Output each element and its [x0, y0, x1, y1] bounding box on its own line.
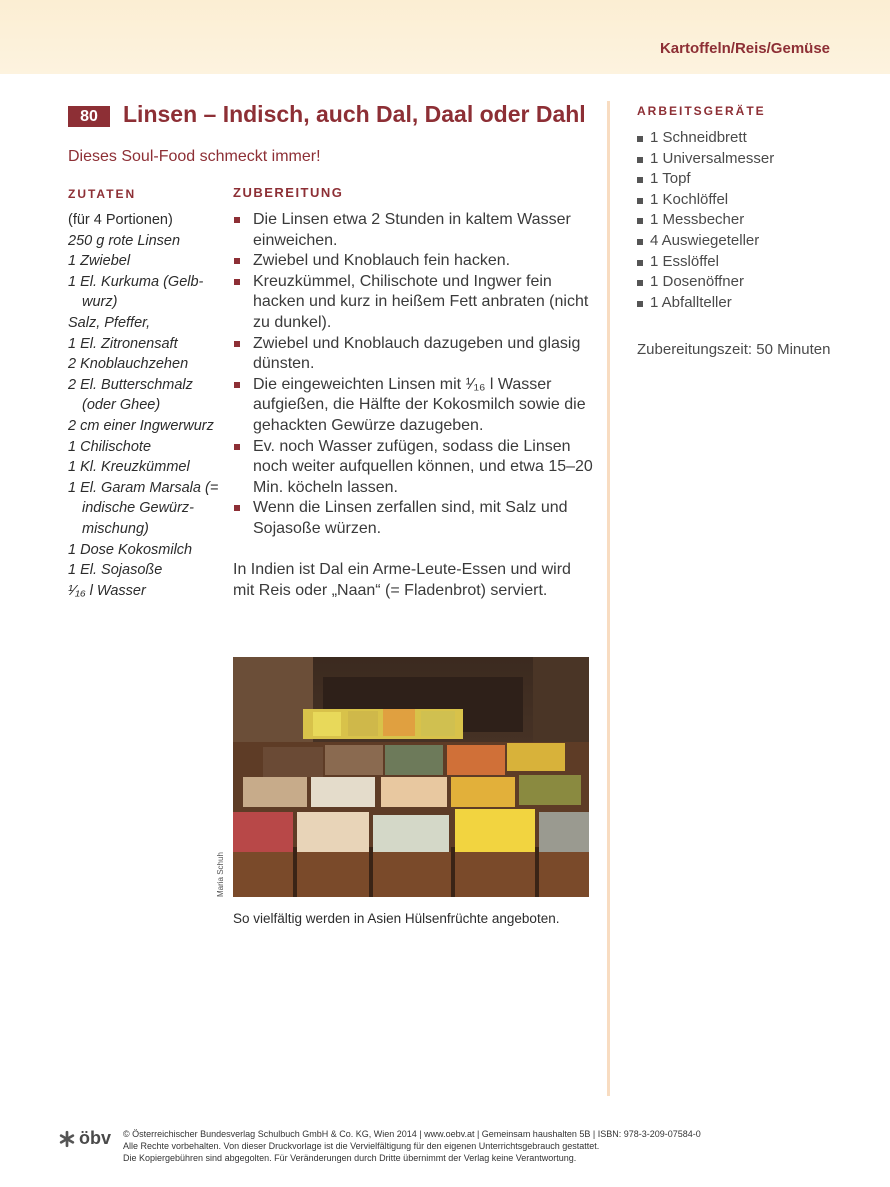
- zutaten-heading: ZUTATEN: [68, 187, 137, 201]
- header-band: [0, 0, 890, 74]
- photo-caption: So vielfältig werden in Asien Hülsenfrüchte angeboten.: [233, 911, 560, 926]
- list-item: 1 Dosenöffner: [637, 272, 774, 293]
- star-icon: [58, 1130, 76, 1148]
- spice-market-photo: [233, 657, 589, 897]
- list-item: 1 Messbecher: [637, 210, 774, 231]
- arbeitsgeraete-heading: ARBEITSGERÄTE: [637, 104, 766, 118]
- list-item: 4 Auswiegeteller: [637, 231, 774, 252]
- step-item: Zwiebel und Knoblauch dazugeben und glasig dünsten.: [233, 334, 593, 375]
- list-item: 1 El. Kurkuma (Gelb- wurz): [68, 273, 204, 311]
- bullet-icon: [234, 382, 240, 388]
- publisher-logo: [58, 1128, 111, 1149]
- footer-line: Alle Rechte vorbehalten. Von dieser Druckvorlage ist die Vervielfältigung für den eigenen Unterrichtsgebrauch gestattet.: [123, 1141, 600, 1151]
- step-item: Die Linsen etwa 2 Stunden in kaltem Wasser einweichen.: [233, 210, 593, 251]
- chapter-title: Kartoffeln/Reis/Gemüse: [659, 40, 830, 57]
- serving-note: In Indien ist Dal ein Arme-Leute-Essen und wird mit Reis oder „Naan“ (= Fladenbrot) serviert.: [233, 561, 571, 599]
- bullet-icon: [234, 279, 240, 285]
- zubereitung-steps: [233, 210, 593, 540]
- bullet-icon: [637, 157, 643, 163]
- preparation-time: Zubereitungszeit: 50 Minuten: [637, 341, 831, 358]
- bullet-icon: [637, 198, 643, 204]
- zutaten-list: [68, 210, 228, 601]
- list-item: 1 Abfallteller: [637, 293, 774, 314]
- list-item: 1 El. Garam Marsala (= indische Gewürz- mischung): [68, 479, 219, 537]
- list-item: 1 Chilischote: [68, 438, 152, 455]
- list-item: 1 Kl. Kreuzkümmel: [68, 459, 190, 476]
- list-item: 2 cm einer Ingwerwurz: [68, 417, 214, 434]
- bullet-icon: [637, 260, 643, 266]
- bullet-icon: [234, 341, 240, 347]
- bullet-icon: [234, 505, 240, 511]
- step-item: Zwiebel und Knoblauch fein hacken.: [233, 251, 593, 272]
- step-item: Ev. noch Wasser zufügen, sodass die Linsen noch weiter aufquellen können, und etwa 15–20 Min. köcheln lassen.: [233, 437, 593, 499]
- list-item: 1 Schneidbrett: [637, 128, 774, 149]
- step-item: Kreuzkümmel, Chilischote und Ingwer fein hacken und kurz in heißem Fett anbraten (nicht zu dunkel).: [233, 272, 593, 334]
- bullet-icon: [637, 177, 643, 183]
- arbeitsgeraete-list: [637, 128, 774, 313]
- recipe-number-badge: 80: [68, 106, 110, 127]
- bullet-icon: [234, 258, 240, 264]
- footer-line: © Österreichischer Bundesverlag Schulbuch GmbH & Co. KG, Wien 2014 | www.oebv.at | Gemeinsam haushalten 5B | ISBN: 978-3-209-07584-0: [123, 1129, 701, 1139]
- bullet-icon: [234, 444, 240, 450]
- list-item: Salz, Pfeffer,: [68, 314, 151, 331]
- step-item: Wenn die Linsen zerfallen sind, mit Salz und Sojasoße würzen.: [233, 498, 593, 539]
- list-item: 1 Universalmesser: [637, 149, 774, 170]
- recipe-subtitle: Dieses Soul-Food schmeckt immer!: [68, 148, 321, 165]
- list-item: ¹⁄₁₆ l Wasser: [68, 582, 146, 599]
- recipe-title: Linsen – Indisch, auch Dal, Daal oder Dahl: [123, 101, 586, 127]
- bullet-icon: [637, 136, 643, 142]
- list-item: 2 El. Butterschmalz (oder Ghee): [68, 376, 193, 414]
- step-item: Die eingeweichten Linsen mit ¹⁄₁₆ l Wasser aufgießen, die Hälfte der Kokosmilch sowie die gehackten Gewürze dazugeben.: [233, 375, 593, 437]
- list-item: 1 Zwiebel: [68, 253, 131, 270]
- list-item: 1 Kochlöffel: [637, 190, 774, 211]
- footer-copyright: [123, 1128, 701, 1164]
- bullet-icon: [637, 239, 643, 245]
- bullet-icon: [637, 301, 643, 307]
- list-item: 1 Topf: [637, 169, 774, 190]
- bullet-icon: [637, 218, 643, 224]
- footer-line: Die Kopiergebühren sind abgegolten. Für Veränderungen durch Dritte übernimmt der Verlag keine Verantwortung.: [123, 1153, 577, 1163]
- list-item: 2 Knoblauchzehen: [68, 356, 189, 373]
- list-item: (für 4 Portionen): [68, 212, 173, 228]
- list-item: 1 El. Zitronensaft: [68, 335, 178, 352]
- list-item: 1 Esslöffel: [637, 252, 774, 273]
- list-item: 1 Dose Kokosmilch: [68, 541, 193, 558]
- bullet-icon: [637, 280, 643, 286]
- list-item: 1 El. Sojasoße: [68, 562, 163, 579]
- list-item: 250 g rote Linsen: [68, 232, 181, 249]
- photo-credit: Maria Schuh: [216, 852, 225, 897]
- column-divider: [607, 101, 610, 1096]
- logo-text: öbv: [79, 1128, 112, 1148]
- bullet-icon: [234, 217, 240, 223]
- zubereitung-heading: ZUBEREITUNG: [233, 185, 344, 200]
